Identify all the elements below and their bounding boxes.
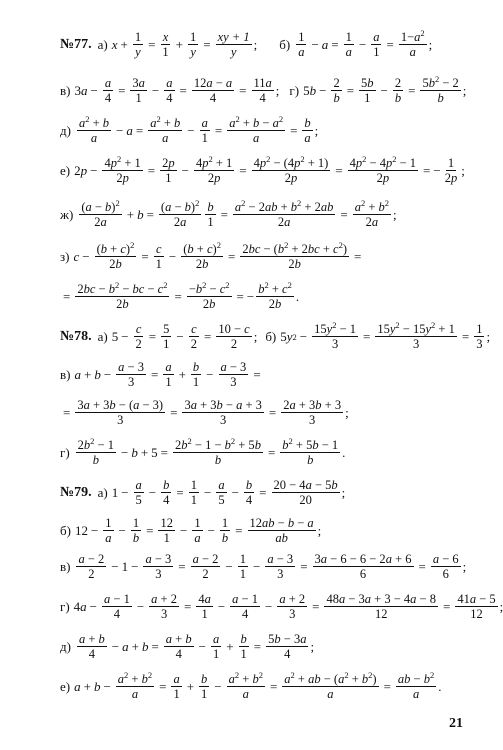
p78-line-4: г) $2b^2 - 1$ b − b + 5 = $\frac{2b^2 - 1 - b^2 + 5b}{b}$ = $\frac{b^2 + 5b - 1}{b}$ . — [60, 435, 346, 467]
part-e-label: е) — [60, 678, 71, 694]
part-z-label: з) — [60, 248, 70, 264]
part-a-label: а) — [97, 328, 108, 344]
part-b-label: б) — [279, 36, 291, 52]
part-v-label: в) — [60, 558, 71, 574]
part-d-label: д) — [60, 638, 71, 654]
part-v-label: в) — [60, 82, 71, 98]
p77-line-6: з) c − $\frac{(b + c)^2}{2b}$ = $\frac{c}{1}$ − $\frac{(b + c)^2}{2b}$ = $\frac{2bc - (b^2 + 2bc + c^2)}{2b}$ = — [60, 239, 362, 271]
part-g-label: г) — [60, 444, 70, 460]
p78-line-3: = $\frac{3a + 3b - (a - 3)}{3}$ = $\frac{3a + 3b - a + 3}{3}$ = $\frac{2a + 3b + 3}{3}$ ; — [63, 398, 349, 427]
p79-line-3: в) a − 2 2 − 1 − $\frac{a - 3}{3}$ = $\frac{a - 2}{2}$ − $\frac{1}{1}$ − $\frac{a - 3}{3}$ = $\frac{3a - 6 - 6 - 2a + 6}{6}$ = $\frac{a - 6}{6}$ ; — [60, 552, 467, 581]
p77-line-3: д) $a^2 + b$ a − a = $\frac{a^2 + b}{a}$ − $\frac{a}{1}$ = $\frac{a^2 + b - a^2}{a}$ = $\frac{b}{a}$ ; — [60, 113, 319, 145]
p77-line-5: ж) $(a - b)^2$ 2a + b = $\frac{(a - b)^2}{2a}$ $\frac{b}{1}$ = $\frac{a^2 - 2ab + b^2 + 2ab}{2a}$ = $\frac{a^2 + b^2}{2a}$ ; — [60, 197, 397, 229]
p78-line-2: в) a + b − $\frac{a - 3}{3}$ = $\frac{a}{1}$ + $\frac{b}{1}$ − $\frac{a - 3}{3}$ = — [60, 360, 261, 389]
problem-77-label: №77. — [60, 36, 92, 52]
part-a-label: а) — [97, 484, 108, 500]
problem-79-label: №79. — [60, 484, 92, 500]
part-e-label: е) — [60, 162, 71, 178]
part-b-label: б) — [60, 522, 71, 538]
p77-line-2: в) 3 a − $\frac{a}{4}$ = $\frac{3a}{1}$ − $\frac{a}{4}$ = $\frac{12a - a}{4}$ = $\frac{11a}{4}$ ; г) 5 b − $\frac{2}{b}$ = $\frac{5b}{1}$ − $\frac{2}{b}$ = $\frac{5b^2 - 2}{b}$ ; — [60, 73, 467, 105]
part-g-label: г) — [289, 82, 300, 98]
p79-line-5: д) a + b 4 − a + b = $\frac{a + b}{4}$ − $\frac{a}{1}$ + $\frac{b}{1}$ = $\frac{5b - 3a}{4}$ ; — [60, 632, 315, 661]
p77-line-4: е) 2 p − $\frac{4p^2 + 1}{2p}$ = $\frac{2p}{1}$ − $\frac{4p^2 + 1}{2p}$ = $\frac{4p^2 - (4p^2 + 1)}{2p}$ = $\frac{4p^2 - 4p^2 - 1}{2p}$ = − $\frac{1}{2p}$ ; — [60, 153, 465, 185]
part-zh-label: ж) — [60, 206, 74, 222]
part-b-label: б) — [265, 328, 277, 344]
page-number: 21 — [449, 716, 463, 731]
part-v-label: в) — [60, 366, 71, 382]
p77-line-7: = $\frac{2bc - b^2 - bc - c^2}{2b}$ = $\frac{-b^2 - c^2}{2b}$ = − $\frac{b^2 + c^2}{2b}$ . — [63, 279, 300, 311]
part-d-label: д) — [60, 122, 71, 138]
part-a-label: а) — [97, 36, 108, 52]
p79-line-4: г) 4 a − $\frac{a - 1}{4}$ − $\frac{a + 2}{3}$ = $\frac{4a}{1}$ − $\frac{a - 1}{4}$ − $\frac{a + 2}{3}$ = $\frac{48a - 3a + 3 - 4a - 8}{12}$ = $\frac{41a - 5}{12}$ ; — [60, 592, 503, 621]
p77-line-1: №77. а) x + $\frac{1}{y}$ = $\frac{x}{1}$ + $\frac{1}{y}$ = $\frac{xy + 1}{y}$ ; б) 1 a − a = $\frac{1}{a}$ − $\frac{a}{1}$ = $\frac{1-a^2}{a}$ ; — [60, 27, 433, 59]
p79-line-6: е) a + b − $\frac{a^2 + b^2}{a}$ = $\frac{a}{1}$ + $\frac{b}{1}$ − $\frac{a^2 + b^2}{a}$ = $\frac{a^2 + ab - (a^2 + b^2)}{a}$ = $\frac{ab - b^2}{a}$ . — [60, 669, 442, 701]
p78-line-1: №78. а) 5 − $\frac{c}{2}$ = $\frac{5}{1}$ − $\frac{c}{2}$ = $\frac{10 - c}{2}$ ; б) 5 y 2 − $\frac{15y^2 - 1}{3}$ = $\frac{15y^2 - 15y^2 + 1}{3}$ = $\frac{1}{3}$ ; — [60, 319, 491, 351]
problem-78-label: №78. — [60, 328, 92, 344]
p79-line-2: б) 12 − $\frac{1}{a}$ − $\frac{1}{b}$ = $\frac{12}{1}$ − $\frac{1}{a}$ − $\frac{1}{b}$ = $\frac{12ab - b - a}{ab}$ ; — [60, 516, 322, 545]
part-g-label: г) — [60, 598, 70, 614]
p79-line-1: №79. а) 1 − $\frac{a}{5}$ − $\frac{b}{4}$ = $\frac{1}{1}$ − $\frac{a}{5}$ − $\frac{b}{4}$ = $\frac{20 - 4a - 5b}{20}$ ; — [60, 478, 346, 507]
